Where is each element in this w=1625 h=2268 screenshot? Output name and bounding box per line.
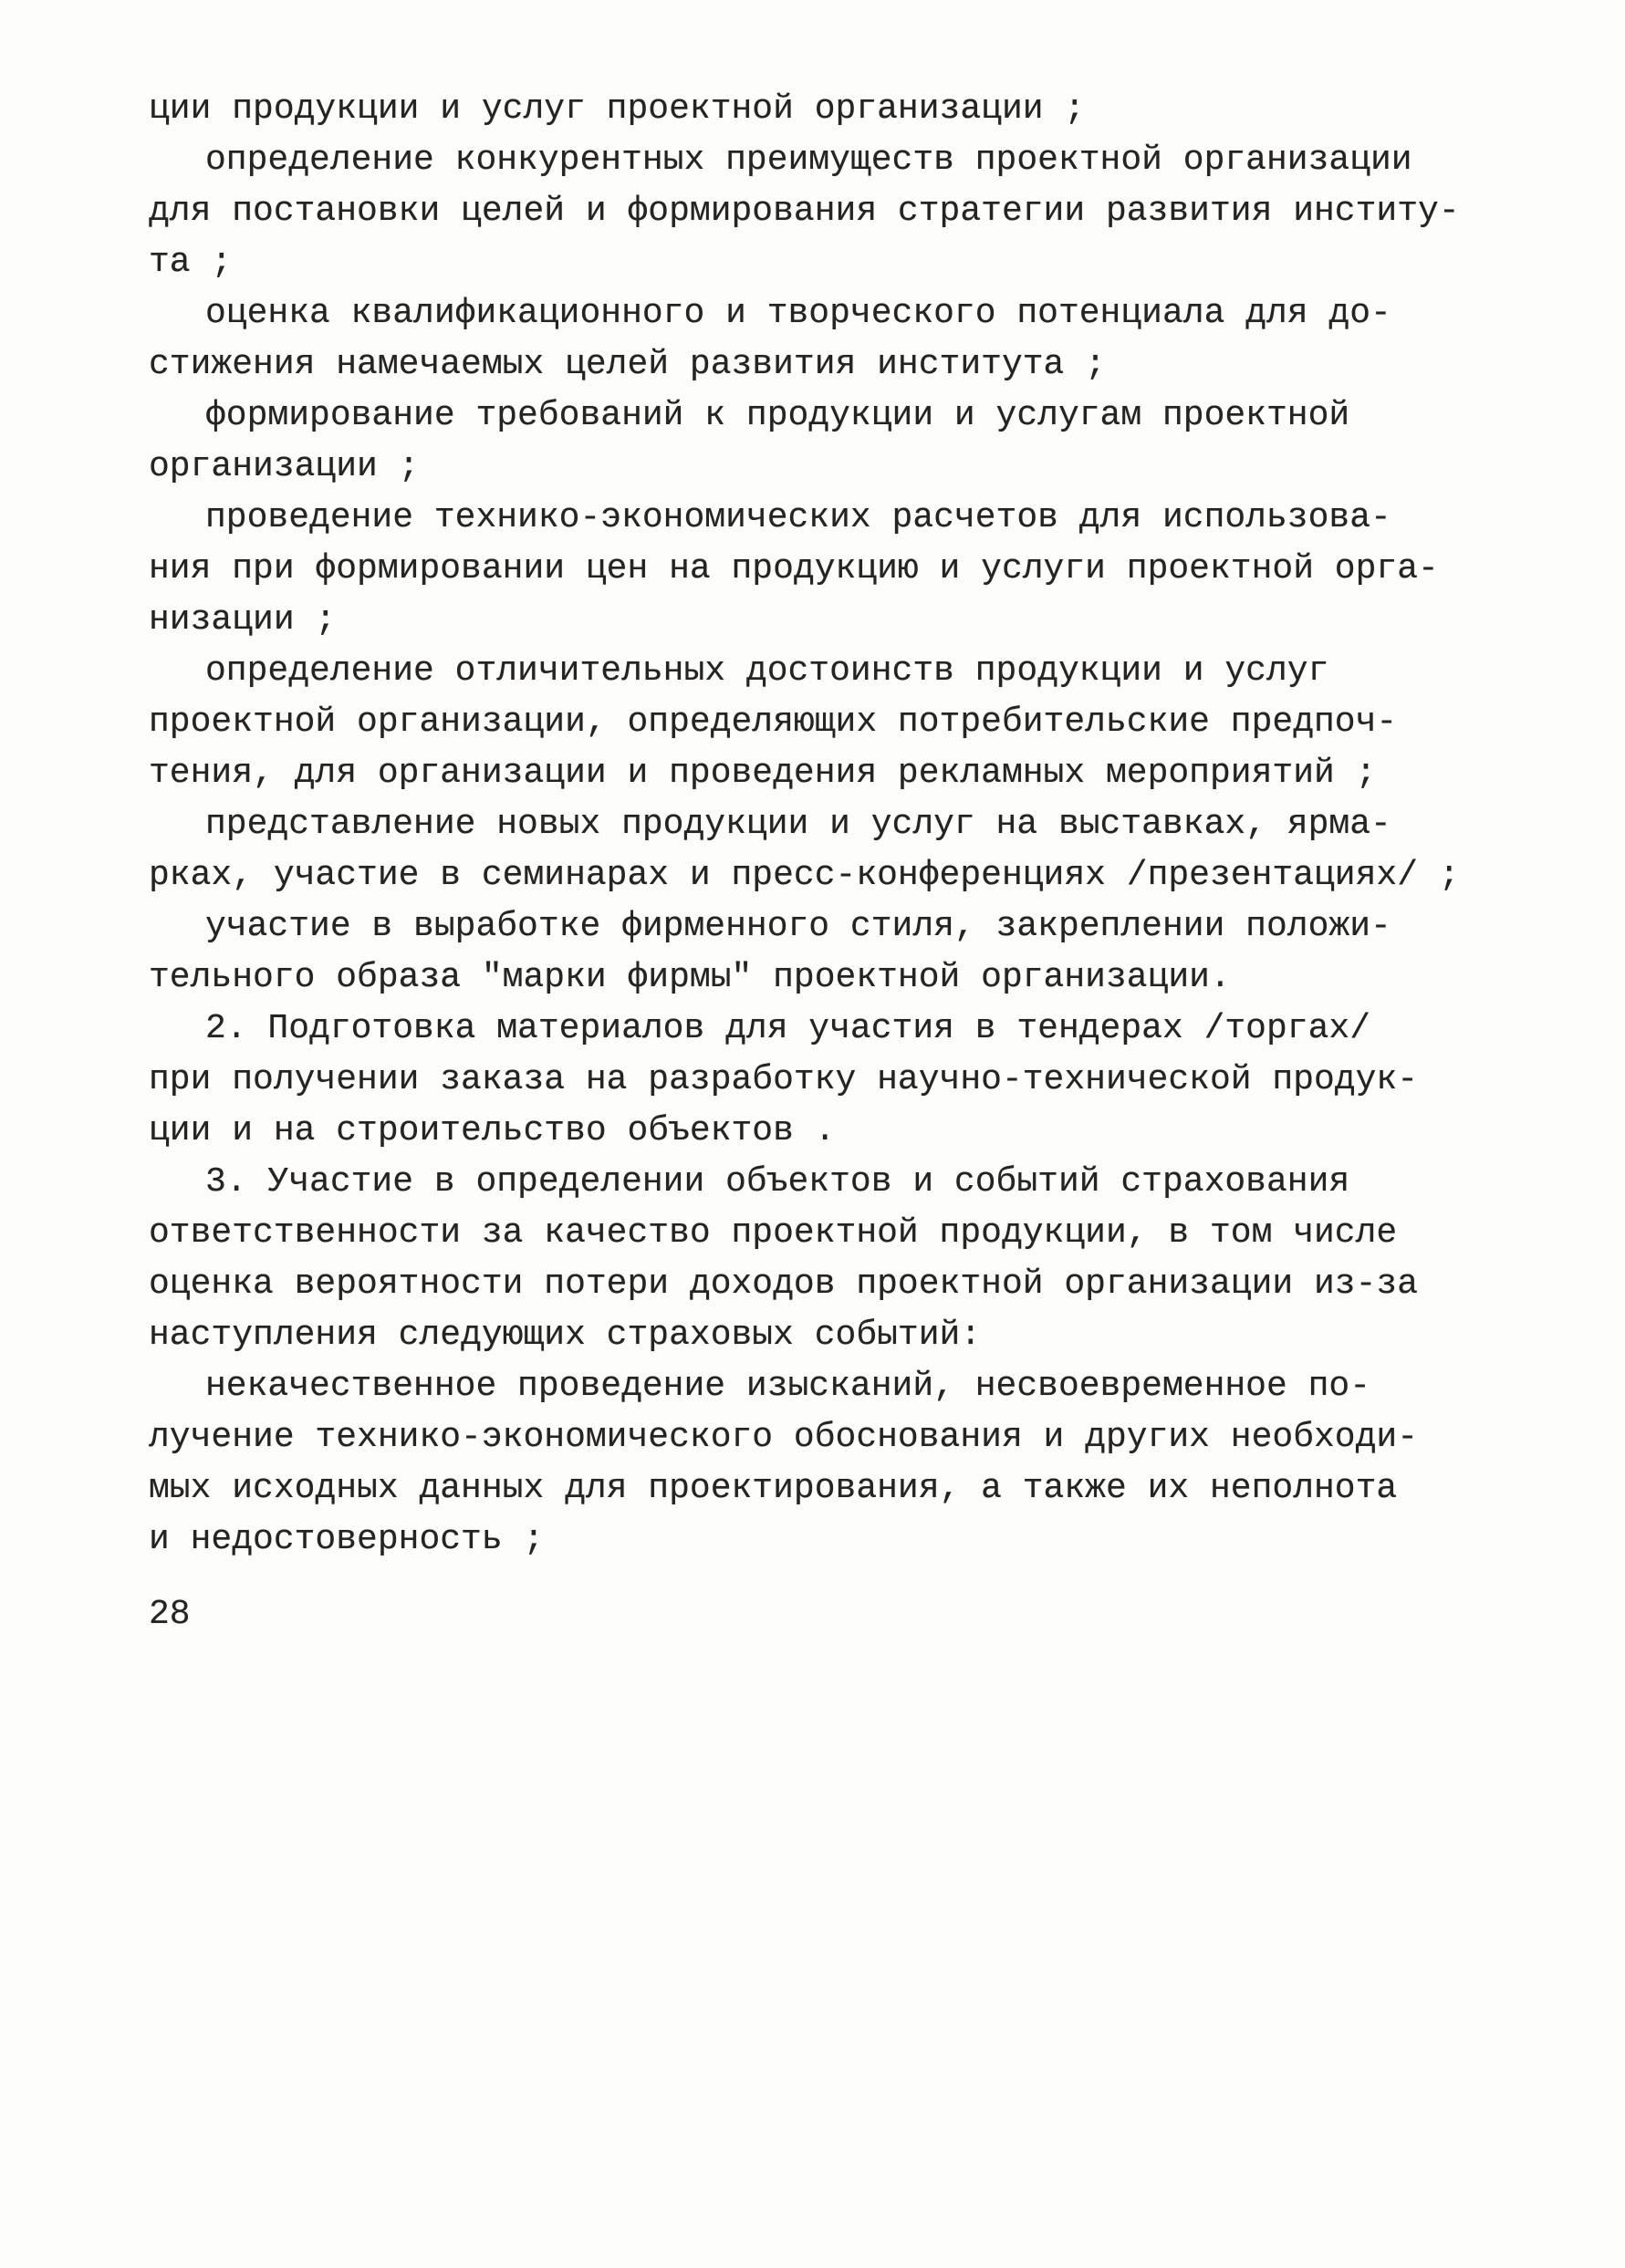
text-line: 3. Участие в определении объектов и событий страхования (205, 1162, 1350, 1202)
text-line: наступления следующих страховых событий: (149, 1316, 982, 1355)
text-line: рках, участие в семинарах и пресс-конференциях /презентациях/ ; (149, 856, 1460, 895)
text-line: ния при формировании цен на продукцию и услуги проектной орга- (149, 549, 1439, 588)
text-line: определение конкурентных преимуществ проектной организации (205, 140, 1412, 180)
text-line: оценка вероятности потери доходов проектной организации из-за (149, 1264, 1419, 1304)
text-block (149, 84, 1517, 1566)
text-line: 2. Подготовка материалов для участия в тендерах /торгах/ (205, 1009, 1371, 1048)
text-line: некачественное проведение изысканий, несвоевременное по- (205, 1367, 1371, 1406)
text-line: формирование требований к продукции и услугам проектной (205, 396, 1350, 435)
text-line: проведение технико-экономических расчетов для использова- (205, 498, 1391, 537)
text-line: стижения намечаемых целей развития института ; (149, 345, 1106, 384)
text-line: мых исходных данных для проектирования, а также их неполнота (149, 1469, 1398, 1508)
text-line: ции и на строительство объектов . (149, 1111, 836, 1150)
text-line: организации ; (149, 447, 420, 486)
text-line: и недостоверность ; (149, 1520, 545, 1559)
text-line: определение отличительных достоинств продукции и услуг (205, 651, 1329, 691)
text-line: низации ; (149, 600, 337, 640)
text-line: при получении заказа на разработку научно-технической продук- (149, 1060, 1419, 1099)
text-line: ответственности за качество проектной продукции, в том числе (149, 1213, 1398, 1253)
text-line: та ; (149, 243, 233, 282)
text-line: тения, для организации и проведения рекламных мероприятий ; (149, 754, 1377, 793)
text-line: участие в выработке фирменного стиля, закреплении положи- (205, 907, 1391, 946)
text-line: тельного образа "марки фирмы" проектной организации. (149, 958, 1231, 997)
page-number: 28 (149, 1595, 191, 1634)
text-line: лучение технико-экономического обоснования и других необходи- (149, 1418, 1419, 1457)
text-line: проектной организации, определяющих потребительские предпоч- (149, 702, 1398, 742)
text-line: оценка квалификационного и творческого потенциала для до- (205, 294, 1391, 333)
text-line: представление новых продукции и услуг на выставках, ярма- (205, 805, 1391, 844)
text-line: ции продукции и услуг проектной организации ; (149, 89, 1086, 129)
text-line: для постановки целей и формирования стратегии развития институ- (149, 192, 1460, 231)
